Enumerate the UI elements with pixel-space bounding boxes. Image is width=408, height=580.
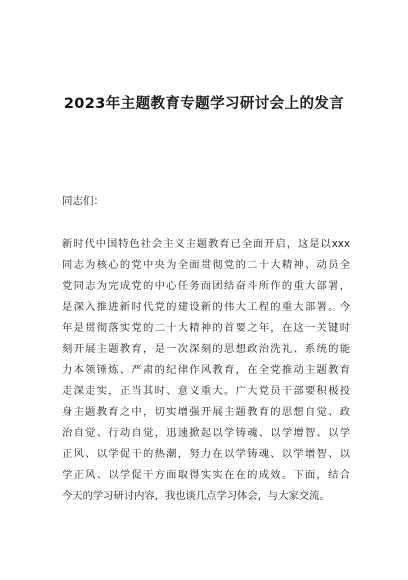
paragraph-line: 年是贯彻落实党的二十大精神的首要之年，在这一关键时	[62, 322, 350, 334]
paragraph-line: 治自觉、行动自觉，迅速掀起以学铸魂、以学增智、以学	[62, 427, 350, 439]
salutation: 同志们：	[62, 195, 104, 207]
paragraph-line: 是深入推进新时代党的建设新的伟大工程的重大部署。今	[62, 301, 350, 313]
paragraph-line: 学正风、以学促干方面取得实实在在的成效。下面，结合	[62, 469, 350, 481]
paragraph-line: 身主题教育之中，切实增强开展主题教育的思想自觉、政	[62, 406, 350, 418]
paragraph-line: 正风、以学促干的热潮，努力在以学铸魂、以学增智、以	[62, 448, 350, 460]
paragraph-line: 党同志为完成党的中心任务而团结奋斗所作的重大部署，	[62, 280, 350, 292]
paragraph-line: 力本领锤炼、严肃的纪律作风教育，在全党推动主题教育	[62, 364, 350, 376]
paragraph-line: 今天的学习研讨内容，我也谈几点学习体会，与大家交流。	[62, 490, 330, 502]
paragraph-line: 新时代中国特色社会主义主题教育已全面开启，这是以xxx	[62, 238, 350, 250]
paragraph-line: 刻开展主题教育，是一次深刻的思想政治洗礼、系统的能	[62, 343, 350, 355]
paragraph-line: 同志为核心的党中央为全面贯彻党的二十大精神、动员全	[62, 259, 350, 271]
paragraph-line: 走深走实，正当其时、意义重大。广大党员干部要积极投	[62, 385, 350, 397]
body-paragraph	[62, 234, 350, 507]
document-title: 2023年主题教育专题学习研讨会上的发言	[63, 96, 345, 112]
